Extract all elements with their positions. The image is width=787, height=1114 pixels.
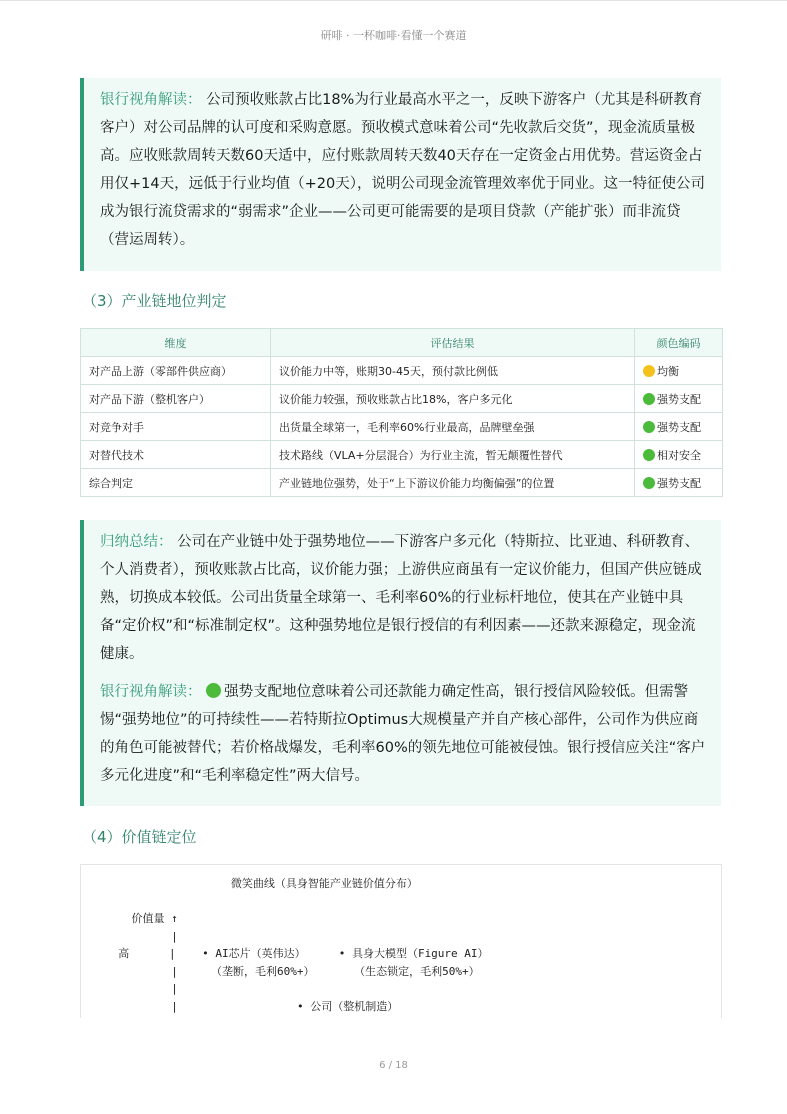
- bank-view-paragraph: [100, 678, 707, 790]
- cell-color-code: [635, 413, 723, 441]
- status-label: 相对安全: [657, 448, 701, 462]
- cell-color-code: [635, 385, 723, 413]
- bank-view-callout: [80, 78, 721, 271]
- cell-dimension: 对产品下游（整机客户）: [81, 385, 271, 413]
- bank-view-lead: 银行视角解读：: [100, 684, 202, 700]
- status-circle-icon: [643, 449, 655, 461]
- cell-dimension: 综合判定: [81, 469, 271, 497]
- status-circle-icon: [643, 421, 655, 433]
- green-circle-icon: [206, 683, 221, 698]
- cell-dimension: 对替代技术: [81, 441, 271, 469]
- cell-color-code: [635, 469, 723, 497]
- header-dimension: 维度: [81, 329, 271, 357]
- cell-dimension: 对产品上游（零部件供应商）: [81, 357, 271, 385]
- table-row: [81, 469, 723, 497]
- table-row: [81, 385, 723, 413]
- table-row: [81, 357, 723, 385]
- top-border: [0, 0, 787, 1]
- industry-position-table: [80, 328, 723, 497]
- section-title-value-chain: （4）价值链定位: [82, 828, 197, 846]
- cell-color-code: [635, 357, 723, 385]
- cell-result: 技术路线（VLA+分层混合）为行业主流，暂无颠覆性替代: [271, 441, 635, 469]
- status-label: 强势支配: [657, 420, 701, 434]
- smile-curve-code-block: [80, 864, 722, 1018]
- status-circle-icon: [643, 477, 655, 489]
- cell-result: 出货量全球第一，毛利率60%行业最高，品牌壁垒强: [271, 413, 635, 441]
- status-label: 均衡: [657, 364, 679, 378]
- header-color-code: 颜色编码: [635, 329, 723, 357]
- table-header-row: [81, 329, 723, 357]
- cell-result: 议价能力中等，账期30-45天，预付款比例低: [271, 357, 635, 385]
- callout-lead: 银行视角解读：: [100, 92, 202, 108]
- summary-paragraph: [100, 528, 707, 668]
- page-header: 研啡 · 一杯咖啡·看懂一个赛道: [320, 29, 467, 42]
- section-title-industry-position: （3）产业链地位判定: [82, 292, 227, 310]
- cell-dimension: 对竞争对手: [81, 413, 271, 441]
- status-label: 强势支配: [657, 392, 701, 406]
- status-circle-icon: [643, 365, 655, 377]
- summary-text: 公司在产业链中处于强势地位——下游客户多元化（特斯拉、比亚迪、科研教育、个人消费者），预收账款占比高，议价能力强；上游供应商虽有一定议价能力，但国产供应链成熟，切换成本较低。公司出货量全球第一、毛利率60%的行业标杆地位，使其在产业链中具备“定价权”和“标准制定权”。这种强势地位是银行授信的有利因素——还款来源稳定，现金流健康。: [100, 534, 702, 662]
- status-label: 强势支配: [657, 476, 701, 490]
- cell-color-code: [635, 441, 723, 469]
- page-number: 6 / 18: [379, 1060, 408, 1071]
- cell-result: 产业链地位强势，处于“上下游议价能力均衡偏强”的位置: [271, 469, 635, 497]
- cell-result: 议价能力较强，预收账款占比18%，客户多元化: [271, 385, 635, 413]
- status-circle-icon: [643, 393, 655, 405]
- summary-callout: [80, 520, 721, 806]
- bank-view-text: 强势支配地位意味着公司还款能力确定性高，银行授信风险较低。但需警惕“强势地位”的可持续性——若特斯拉Optimus大规模量产并自产核心部件，公司作为供应商的角色可能被替代；若价格战爆发，毛利率60%的领先地位可能被侵蚀。银行授信应关注“客户多元化进度”和“毛利率稳定性”两大信号。: [100, 684, 706, 784]
- callout-paragraph: [100, 86, 707, 254]
- header-result: 评估结果: [271, 329, 635, 357]
- code-text: 微笑曲线（具身智能产业链价值分布） 价值量 ↑ | 高 | • AI芯片（英伟达） • 具身大模型（Figure AI） | （垄断，毛利60%+） （生态锁定，毛利50%+） | | • 公司（整机制造）: [118, 877, 489, 1013]
- table-row: [81, 413, 723, 441]
- summary-lead: 归纳总结：: [100, 534, 173, 550]
- callout-text: 公司预收账款占比18%为行业最高水平之一，反映下游客户（尤其是科研教育客户）对公司品牌的认可度和采购意愿。预收模式意味着公司“先收款后交货”，现金流质量极高。应收账款周转天数60天适中，应付账款周转天数40天存在一定资金占用优势。营运资金占用仅+14天，远低于行业均值（+20天），说明公司现金流管理效率优于同业。这一特征使公司成为银行流贷需求的“弱需求”企业——公司更可能需要的是项目贷款（产能扩张）而非流贷（营运周转）。: [100, 92, 705, 248]
- table-row: [81, 441, 723, 469]
